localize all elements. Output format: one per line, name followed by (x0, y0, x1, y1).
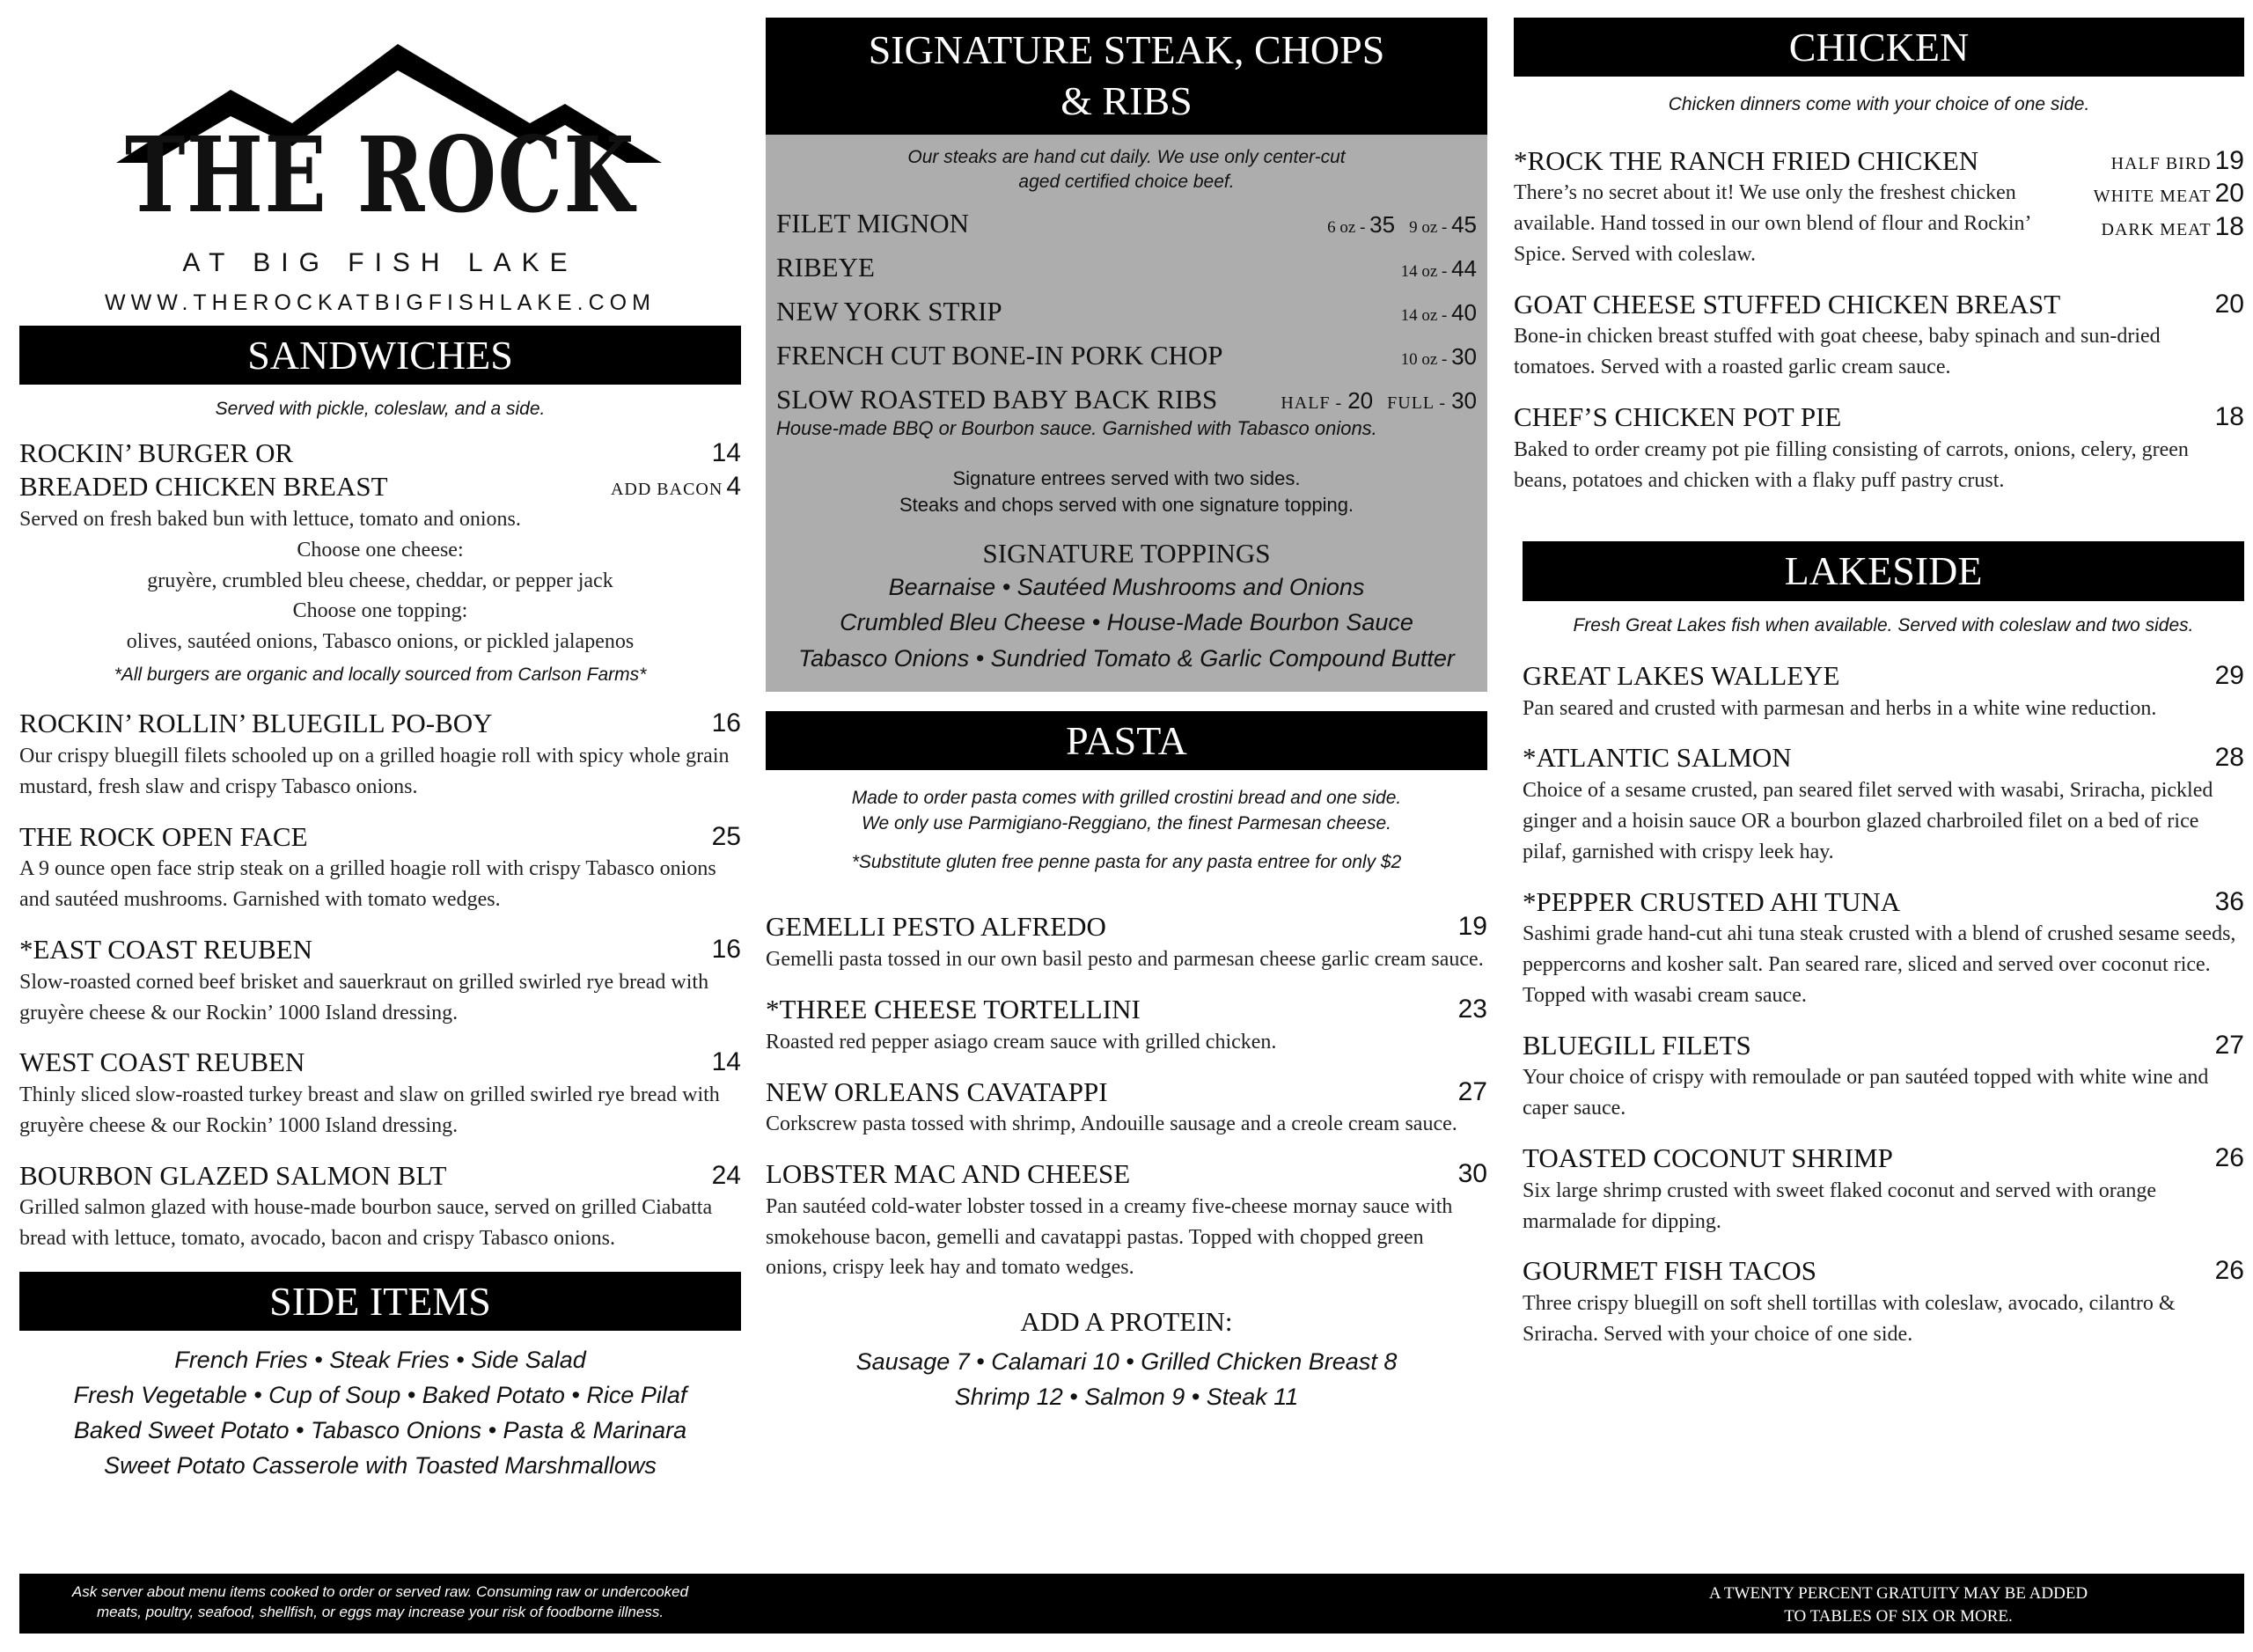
portion-label: 9 oz (1409, 217, 1438, 237)
item-name: *THREE CHEESE TORTELLINI (766, 994, 1141, 1025)
item-name: ROCKIN’ BURGER OR (19, 437, 294, 468)
steak-name: FRENCH CUT BONE-IN PORK CHOP (776, 339, 1223, 371)
item-description: Bone-in chicken breast stuffed with goat cheese, baby spinach and sun-dried tomatoes. Served with a roasted garlic cream sauce. (1514, 325, 2161, 379)
chicken-note: Chicken dinners come with your choice of one side. (1668, 94, 2090, 115)
raw-food-warning (19, 1582, 741, 1623)
gluten-free-note: *Substitute gluten free penne pasta for any pasta entree for only $2 (851, 852, 1402, 873)
warning-line: Ask server about menu items cooked to order or served raw. Consuming raw or undercooked (71, 1583, 689, 1600)
option-price: 20 (2214, 179, 2244, 209)
logo-title: THE ROCK (124, 114, 636, 236)
option-label: DARK MEAT (2101, 219, 2212, 239)
side-line: French Fries • Steak Fries • Side Salad (174, 1347, 586, 1374)
warning-line: meats, poultry, seafood, shellfish, or eggs may increase your risk of foodborne illness. (96, 1603, 664, 1620)
gratuity-line: A TWENTY PERCENT GRATUITY MAY BE ADDED (1708, 1584, 2088, 1603)
protein-title: ADD A PROTEIN: (1020, 1306, 1233, 1338)
steak-name: RIBEYE (776, 251, 875, 283)
item-price: 27 (2214, 1030, 2244, 1060)
cheese-options: gruyère, crumbled bleu cheese, cheddar, or pepper jack (147, 569, 613, 592)
cheese-label: Choose one cheese: (297, 538, 464, 562)
gratuity-line: TO TABLES OF SIX OR MORE. (1784, 1606, 2013, 1626)
item-name: *ATLANTIC SALMON (1523, 742, 1792, 774)
burger-note: *All burgers are organic and locally sourced from Carlson Farms* (114, 664, 647, 686)
menu-item (1523, 741, 2244, 867)
steak-row: RIBEYE 14 oz - 44 (776, 251, 1477, 283)
side-line: Fresh Vegetable • Cup of Soup • Baked Potato • Rice Pilaf (73, 1382, 687, 1409)
item-price: 26 (2214, 1143, 2244, 1173)
item-name: CHEF’S CHICKEN POT PIE (1514, 401, 1842, 433)
item-description: Roasted red pepper asiago cream sauce with grilled chicken. (766, 1030, 1277, 1054)
menu-item (1523, 885, 2244, 1011)
side-items-header: SIDE ITEMS (19, 1272, 741, 1331)
topping-label: Choose one topping: (292, 599, 468, 623)
item-price: 14 (711, 1047, 741, 1077)
item-price: 25 (711, 821, 741, 851)
steak-title-line1: SIGNATURE STEAK, CHOPS (868, 27, 1385, 72)
signature-note: Steaks and chops served with one signature topping. (899, 494, 1354, 517)
menu-item (1514, 400, 2244, 496)
portion-label: FULL (1387, 393, 1435, 413)
item-description: Corkscrew pasta tossed with shrimp, Andouille sausage and a creole cream sauce. (766, 1112, 1457, 1136)
pasta-note: We only use Parmigiano-Reggiano, the finest Parmesan cheese. (862, 812, 1391, 833)
item-price: 36 (2214, 886, 2244, 916)
side-line: Sweet Potato Casserole with Toasted Marshmallows (104, 1452, 657, 1479)
middle-column (766, 18, 1487, 1415)
steak-row: NEW YORK STRIP 14 oz - 40 (776, 295, 1477, 327)
menu-item (1523, 1142, 2244, 1237)
pasta-header: PASTA (766, 711, 1487, 770)
menu-item (766, 910, 1487, 975)
item-description: There’s no secret about it! We use only the freshest chicken available. Hand tossed in our own blend of flour and Rockin’ Spice. Served with coleslaw. (1514, 181, 2030, 266)
portion-label: 14 oz (1400, 305, 1438, 325)
side-line: Baked Sweet Potato • Tabasco Onions • Pasta & Marinara (73, 1417, 687, 1444)
steak-note: aged certified choice beef. (1018, 172, 1235, 193)
side-items-list (19, 1343, 741, 1484)
ribs-note: House-made BBQ or Bourbon sauce. Garnished with Tabasco onions. (776, 416, 1377, 439)
item-name: NEW ORLEANS CAVATAPPI (766, 1076, 1108, 1107)
item-price: 23 (1457, 995, 1487, 1024)
menu-item (766, 1076, 1487, 1141)
steak-name: FILET MIGNON (776, 207, 969, 239)
protein-line: Shrimp 12 • Salmon 9 • Steak 11 (954, 1384, 1299, 1411)
portion-price: 30 (1451, 386, 1477, 414)
item-name: ROCKIN’ ROLLIN’ BLUEGILL PO-BOY (19, 708, 493, 739)
menu-item (766, 1157, 1487, 1283)
item-name: WEST COAST REUBEN (19, 1046, 305, 1078)
steak-panel (766, 135, 1487, 692)
item-price: 30 (1457, 1159, 1487, 1189)
item-description: Gemelli pasta tossed in our own basil pesto and parmesan cheese garlic cream sauce. (766, 948, 1484, 972)
item-name: GREAT LAKES WALLEYE (1523, 659, 1840, 691)
pasta-note: Made to order pasta comes with grilled crostini bread and one side. (851, 788, 1402, 809)
item-price: 16 (711, 935, 741, 965)
item-price: 19 (1457, 912, 1487, 942)
topping-line: Tabasco Onions • Sundried Tomato & Garlic Compound Butter (798, 644, 1455, 672)
menu-item (1514, 288, 2244, 383)
menu-item (19, 1046, 741, 1141)
menu-item (19, 820, 741, 915)
item-description: Our crispy bluegill filets schooled up on a grilled hoagie roll with spicy whole grain mustard, fresh slaw and crispy Tabasco onions. (19, 745, 730, 798)
chicken-header: CHICKEN (1514, 18, 2244, 77)
item-price: 16 (711, 709, 741, 738)
option-label: WHITE MEAT (2093, 187, 2212, 207)
item-description: Served on fresh baked bun with lettuce, tomato and onions. (19, 508, 521, 532)
item-name: GOAT CHEESE STUFFED CHICKEN BREAST (1514, 288, 2061, 319)
item-name: *EAST COAST REUBEN (19, 934, 313, 966)
item-price: 24 (711, 1160, 741, 1190)
sandwiches-note: Served with pickle, coleslaw, and a side. (215, 399, 546, 420)
topping-line: Bearnaise • Sautéed Mushrooms and Onions (888, 573, 1365, 600)
portion-price: 40 (1451, 298, 1477, 326)
item-description: Slow-roasted corned beef brisket and sauerkraut on grilled swirled rye bread with gruyère cheese & our Rockin’ 1000 Island dressing. (19, 970, 709, 1024)
steak-header (766, 18, 1487, 135)
item-description: Six large shrimp crusted with sweet flaked coconut and served with orange marmalade for dipping. (1523, 1178, 2157, 1233)
item-description: Pan sautéed cold-water lobster tossed in a creamy five-cheese mornay sauce with smokehouse bacon, gemelli and cavatappi pastas. Topped with chopped green onions, crispy leek hay and tomato wedges. (766, 1194, 1453, 1280)
item-description: Sashimi grade hand-cut ahi tuna steak crusted with a blend of crushed sesame seeds, peppercorns and kosher salt. Pan seared rare, sliced and served over coconut rice. Topped with wasabi cream sauce. (1523, 922, 2236, 1007)
gratuity-note (1533, 1582, 2253, 1627)
item-name: LOBSTER MAC AND CHEESE (766, 1158, 1131, 1190)
item-name: GEMELLI PESTO ALFREDO (766, 911, 1106, 943)
option-price: 19 (2214, 145, 2244, 175)
item-description: Grilled salmon glazed with house-made bourbon sauce, served on grilled Ciabatta bread with lettuce, tomato, avocado, bacon and crispy Tabasco onions. (19, 1196, 713, 1251)
menu-item (1523, 1254, 2244, 1349)
portion-price: 44 (1451, 254, 1477, 282)
item-price: 18 (2214, 402, 2244, 432)
topping-options: olives, sautéed onions, Tabasco onions, or pickled jalapenos (126, 630, 635, 654)
menu-item-burger (19, 437, 741, 688)
item-price: 20 (2214, 289, 2244, 319)
item-description: A 9 ounce open face strip steak on a grilled hoagie roll with crispy Tabasco onions and sautéed mushrooms. Garnished with tomato wedges. (19, 857, 716, 912)
option-label: HALF BIRD (2110, 153, 2212, 173)
steak-row: SLOW ROASTED BABY BACK RIBS HALF - 20 FULL - 30 (776, 383, 1477, 415)
portion-price: 20 (1347, 386, 1374, 414)
menu-item (1523, 1029, 2244, 1124)
item-name: THE ROCK OPEN FACE (19, 820, 308, 852)
option-price: 18 (2214, 211, 2244, 241)
add-bacon-price: 4 (726, 472, 741, 502)
footer-bar (19, 1574, 2244, 1634)
logo (19, 0, 741, 326)
menu-item (19, 933, 741, 1028)
portion-label: 10 oz (1400, 349, 1438, 369)
item-description: Baked to order creamy pot pie filling consisting of carrots, onions, celery, green beans, potatoes and chicken with a flaky puff pastry crust. (1514, 437, 2189, 492)
item-price: 14 (711, 437, 741, 467)
logo-subtitle: AT BIG FISH LAKE (182, 248, 578, 277)
left-column (19, 0, 741, 1484)
topping-line: Crumbled Bleu Cheese • House-Made Bourbon Sauce (840, 609, 1413, 636)
add-bacon-label: ADD BACON (610, 480, 723, 500)
website-url[interactable]: WWW.THEROCKATBIGFISHLAKE.COM (105, 290, 656, 315)
portion-label: HALF (1281, 393, 1331, 413)
portion-price: 35 (1369, 210, 1396, 238)
right-column (1514, 18, 2244, 1350)
lakeside-header: LAKESIDE (1523, 541, 2244, 600)
portion-label: 14 oz (1400, 261, 1438, 281)
steak-note: Our steaks are hand cut daily. We use only center-cut (907, 147, 1346, 167)
steak-row: FRENCH CUT BONE-IN PORK CHOP 10 oz - 30 (776, 339, 1477, 371)
menu-item (766, 993, 1487, 1058)
item-name: *PEPPER CRUSTED AHI TUNA (1523, 885, 1901, 917)
steak-title-line2: & RIBS (1060, 77, 1193, 123)
signature-note: Signature entrees served with two sides. (952, 467, 1301, 490)
portion-price: 45 (1451, 210, 1477, 238)
item-description: Your choice of crispy with remoulade or pan sautéed topped with white wine and caper sauce. (1523, 1066, 2209, 1120)
protein-line: Sausage 7 • Calamari 10 • Grilled Chicken Breast 8 (855, 1348, 1398, 1376)
portion-label: 6 oz (1327, 217, 1356, 237)
item-price: 28 (2214, 743, 2244, 773)
item-description: Pan seared and crusted with parmesan and herbs in a white wine reduction. (1523, 696, 2157, 720)
item-name: BLUEGILL FILETS (1523, 1029, 1751, 1061)
item-price: 27 (1457, 1076, 1487, 1106)
lakeside-note: Fresh Great Lakes fish when available. Served with coleslaw and two sides. (1573, 614, 2194, 635)
item-name: TOASTED COCONUT SHRIMP (1523, 1142, 1893, 1174)
item-name: *ROCK THE RANCH FRIED CHICKEN (1514, 144, 1979, 176)
steak-row: FILET MIGNON 6 oz - 35 9 oz - 45 (776, 207, 1477, 239)
menu-item-ranch-chicken (1514, 144, 2244, 270)
item-name: BREADED CHICKEN BREAST (19, 471, 388, 503)
menu-item (19, 707, 741, 802)
menu-item (1523, 659, 2244, 724)
item-price: 26 (2214, 1256, 2244, 1286)
toppings-title: SIGNATURE TOPPINGS (982, 537, 1271, 569)
item-name: GOURMET FISH TACOS (1523, 1255, 1816, 1287)
steak-name: NEW YORK STRIP (776, 295, 1002, 327)
menu-item (19, 1159, 741, 1254)
item-price: 29 (2214, 660, 2244, 690)
item-description: Thinly sliced slow-roasted turkey breast and slaw on grilled swirled rye bread with gruyère cheese & our Rockin’ 1000 Island dressing. (19, 1083, 720, 1137)
portion-price: 30 (1451, 342, 1477, 370)
sandwiches-header: SANDWICHES (19, 326, 741, 385)
item-description: Three crispy bluegill on soft shell tortillas with coleslaw, avocado, cilantro & Sriracha. Served with your choice of one side. (1523, 1292, 2176, 1346)
steak-name: SLOW ROASTED BABY BACK RIBS (776, 383, 1218, 415)
item-name: BOURBON GLAZED SALMON BLT (19, 1159, 447, 1191)
item-description: Choice of a sesame crusted, pan seared filet served with wasabi, Sriracha, pickled ginger and a hoisin sauce OR a bourbon glazed charbroiled filet on a bed of rice pilaf, garnished with crispy leek hay. (1523, 779, 2213, 863)
